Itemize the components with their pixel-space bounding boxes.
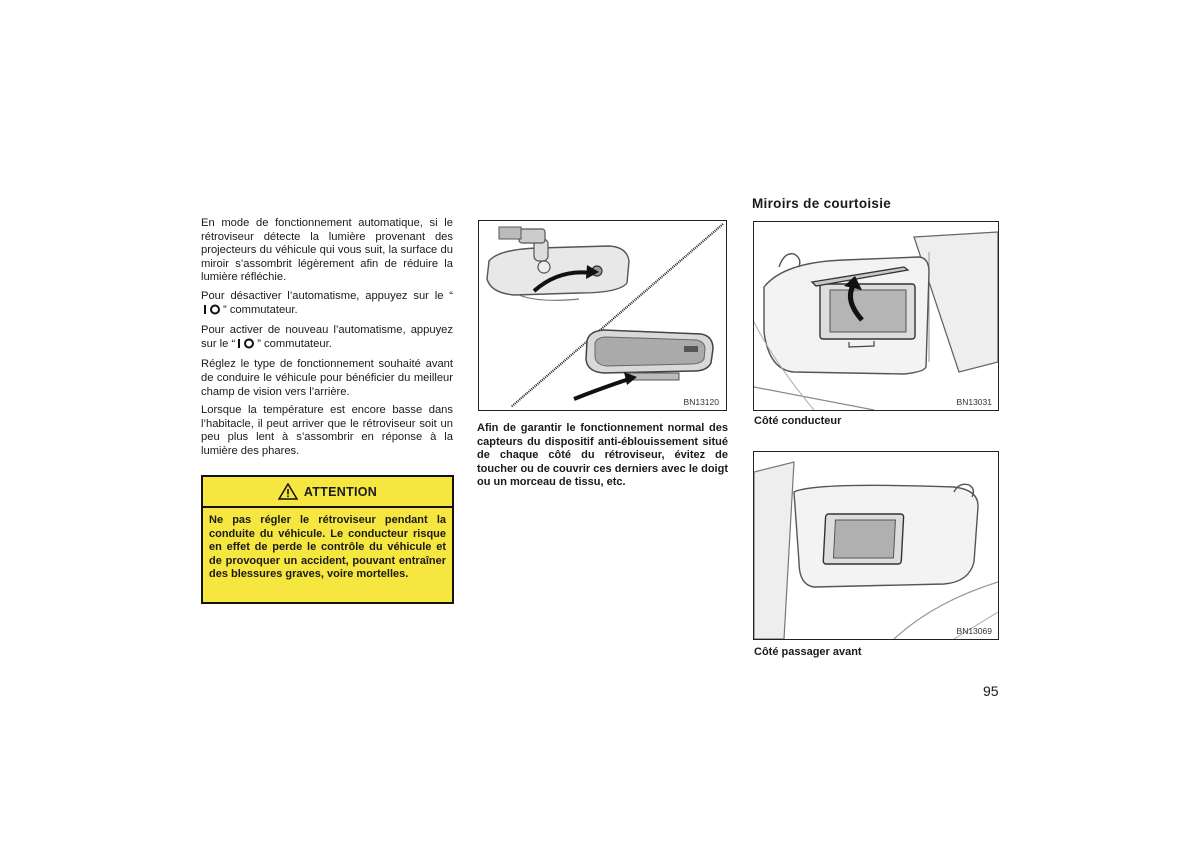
- deactivate-text-start: Pour désactiver l’automatisme, appuyez sur le “: [201, 289, 453, 302]
- figure-rearview-mirror: [478, 220, 727, 411]
- driver-sun-visor-illustration: [754, 222, 998, 410]
- attention-body: Ne pas régler le rétroviseur pendant la conduite du véhicule. Le conducteur risque en effet de perde le contrôle du véhicule et de provoquer un accident, pouvant entraîner des blessures graves, voire mortelles.: [209, 514, 446, 581]
- figure-code: BN13120: [683, 397, 719, 407]
- attention-header: [203, 477, 452, 508]
- figure-passenger-vanity-mirror: [753, 451, 999, 640]
- rearview-mirror-illustration: [479, 221, 726, 410]
- left-column: [201, 217, 453, 464]
- activate-text-end: ” commutateur.: [257, 337, 332, 350]
- switch-icon: [237, 338, 255, 354]
- caption-driver: Côté conducteur: [754, 415, 842, 427]
- figure-code: BN13031: [956, 397, 992, 407]
- paragraph-auto-mode: En mode de fonctionnement automatique, si le rétroviseur détecte la lumière provenant des projecteurs du véhicule qui vous suit, la surface du miroir s’assombrit légèrement afin de réduire la lumière réfléchie.: [201, 217, 453, 284]
- attention-box: [201, 475, 454, 604]
- switch-icon: [203, 304, 221, 320]
- section-title: Miroirs de courtoisie: [752, 196, 892, 211]
- warning-triangle-icon: [278, 483, 298, 500]
- paragraph-deactivate: [201, 290, 453, 319]
- figure-code: BN13069: [956, 626, 992, 636]
- page-number: 95: [983, 683, 999, 699]
- sensor-warning-text: Afin de garantir le fonctionnement normal des capteurs du dispositif anti-éblouissement situé de chaque côté du rétroviseur, évitez de toucher ou de couvrir ces derniers avec le doigt ou un morceau de tissu, etc.: [477, 422, 728, 489]
- deactivate-text-end: ” commutateur.: [223, 303, 298, 316]
- attention-title: ATTENTION: [303, 484, 378, 499]
- paragraph-activate: [201, 324, 453, 353]
- activate-text-start: Pour activer de nouveau l’automatisme, appuyez sur le “: [201, 324, 453, 350]
- figure-driver-vanity-mirror: [753, 221, 999, 411]
- caption-passenger: Côté passager avant: [754, 646, 862, 658]
- paragraph-adjust: Réglez le type de fonctionnement souhaité avant de conduire le véhicule pour bénéficier du meilleur champ de vision vers l’arrière.: [201, 358, 453, 398]
- paragraph-temperature: Lorsque la température est encore basse dans l’habitacle, il peut arriver que le rétroviseur soit un peu plus lent à s’assombrir en réponse à la lumière des phares.: [201, 404, 453, 457]
- passenger-sun-visor-illustration: [754, 452, 998, 639]
